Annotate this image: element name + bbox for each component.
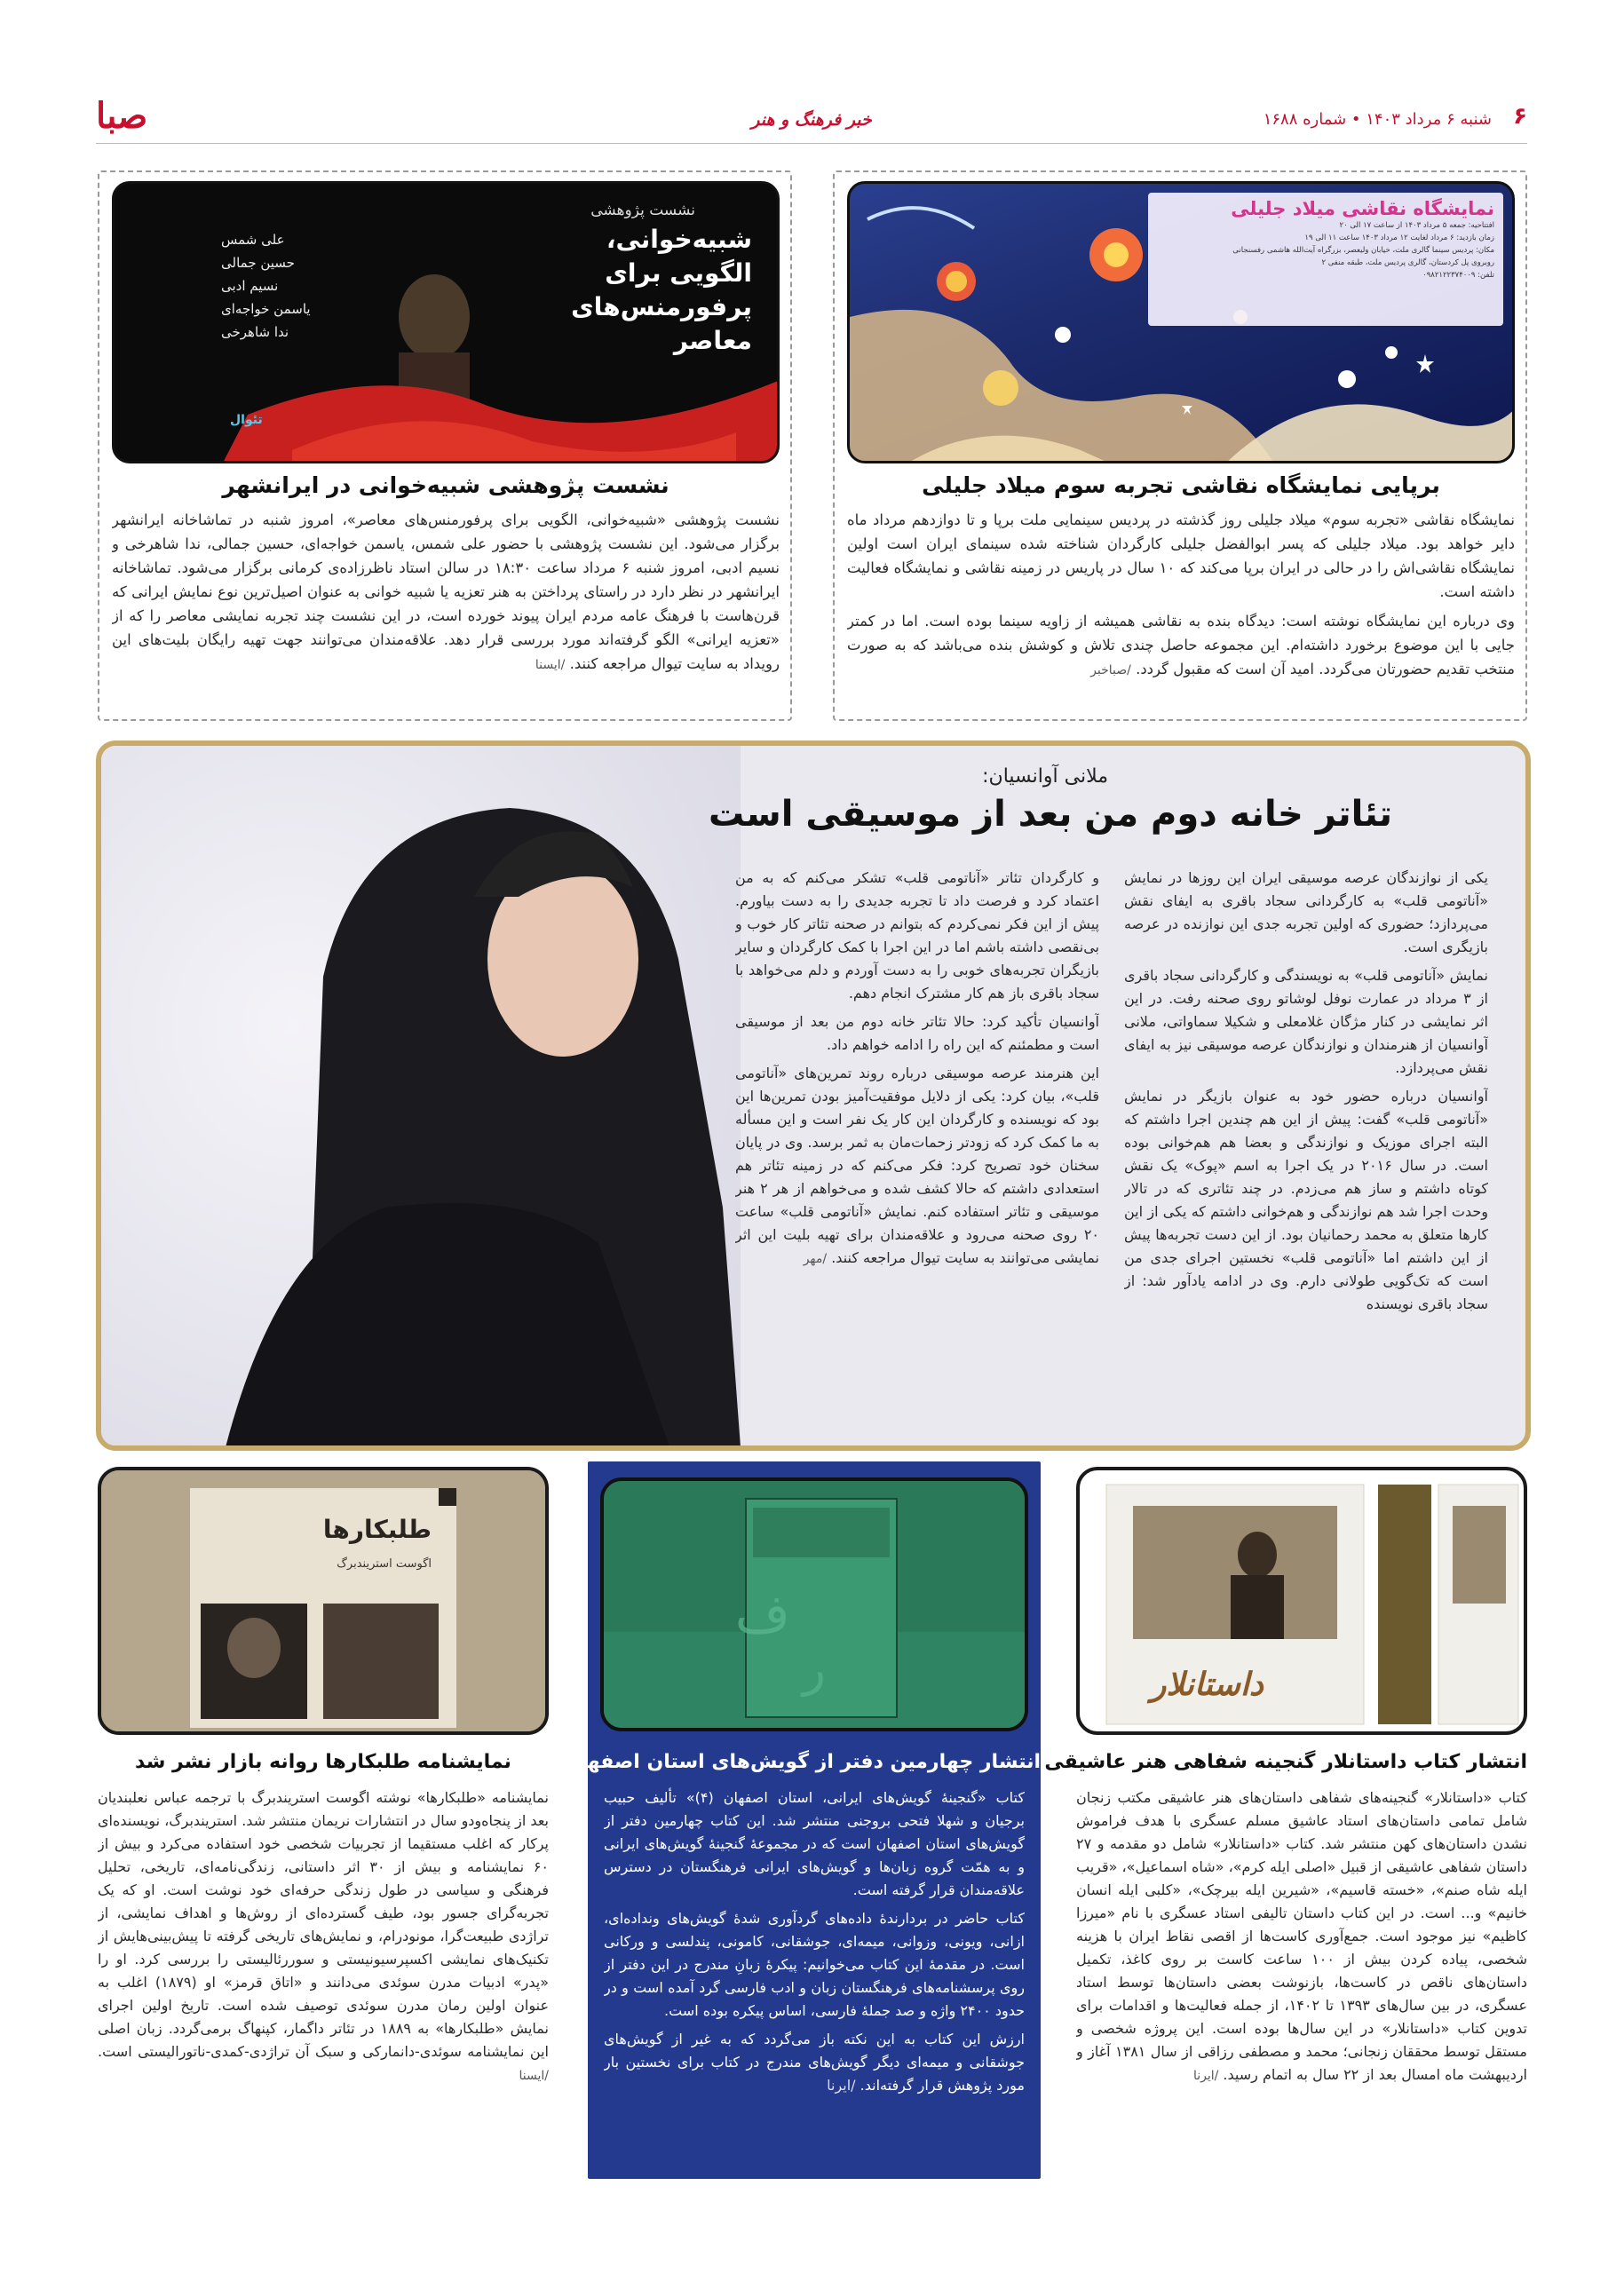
dialects-cover-frame bbox=[600, 1477, 1028, 1731]
newspaper-logo: صبا bbox=[96, 95, 148, 137]
paragraph: ارزش این کتاب به این نکته باز می‌گردد که به غیر از گویش‌های جوشقانی و میمه‌ای دیگر گویش‌های مندرج در کتاب برای نخستین بار مورد پژوهش قرار گرفته‌اند. /ایرنا bbox=[604, 2031, 1025, 2094]
paragraph: آوانسیان درباره حضور خود به عنوان بازیگر در نمایش «آناتومی قلب» گفت: پیش از این هم چندین اجرا داشتم که البته اجرای موزیک و نوازندگی و بعضا هم هم‌خوانی بوده است. در سال ۲۰۱۶ در یک اجرا به اسم «پوک» یک نقش کوتاه داشتم و ساز هم می‌زدم. در چند تئاتری که در تالار وحدت اجرا شد هم نوازندگی و هم‌خوانی داشتم که یکی از این کارها متعلق به محمد رحمانیان بود. از این دست تجربه‌ها پیش از این داشتم اما «آناتومی قلب» نخستین اجرای جدی من است که تک‌گویی طولانی دارم. وی در ادامه یادآور شد: از سجاد باقری نویسنده bbox=[1124, 1088, 1488, 1312]
poster-name: حسین جمالی bbox=[221, 255, 295, 271]
poster-kicker: نشست پژوهشی bbox=[590, 202, 695, 219]
article-source: /ایرنا bbox=[827, 2077, 856, 2094]
talk-poster bbox=[112, 181, 780, 463]
paragraph: نمایشنامه «طلبکارها» نوشته اگوست استریندبرگ با ترجمه عباس نعلبندیان بعد از پنجاه‌ودو سال در انتشارات نریمان منتشر شد. استریندبرگ، نویسنده‌ای پرکار که اغلب مستقیما از تجربیات شخصی خود استفاده می‌کرد و بیش از ۶۰ نمایشنامه و بیش از ۳۰ اثر داستانی، زندگی‌نامه‌ای، تاریخی، تحلیل فرهنگی و سیاسی در طول زندگی حرفه‌ای خود نوشت است. او که یک تجربه‌گرای جسور بود، طیف گسترده‌ای از روش‌ها و اهداف نمایشی، از تراژدی طبیعت‌گرا، مونودرام، و نمایش‌های تاریخی گرفته تا پیش‌بینی‌هایش از تکنیک‌های نمایشی اکسپرسیونیستی و سوررئالیستی را بررسی کرد. او را «پدر» ادبیات مدرن سوئدی می‌دانند و «اتاق قرمز» او (۱۸۷۹) اغلب به عنوان اولین رمان مدرن سوئدی توصیف شده است. تاریخ اولین اجرای نمایش «طلبکارها» به ۱۸۸۹ در تئاتر داگمار، کپنهاگ برمی‌گردد. زبان اصلی این نمایشنامه سوئدی-دانمارکی و سبک آن تراژدی-کمدی-ناتورالیستی است. /ایسنا bbox=[98, 1789, 549, 2083]
article-body bbox=[1076, 1786, 1527, 2177]
interview-feature bbox=[96, 741, 1531, 1451]
book-cover-author: اگوست استریندبرگ bbox=[337, 1557, 432, 1571]
dialects-article bbox=[563, 1461, 1041, 2179]
article-title: نشست پژوهشی شبیه‌خوانی در ایرانشهر bbox=[222, 472, 669, 498]
paragraph: یکی از نوازندگان عرصه موسیقی ایران این روزها در نمایش «آناتومی قلب» به کارگردانی سجاد باقری به ایفای نقش می‌پردازد؛ حضوری که اولین تجربه جدی این نوازنده در عرصه بازیگری است. bbox=[1124, 869, 1488, 955]
issue-info: شنبه ۶ مرداد ۱۴۰۳ • شماره ۱۶۸۸ bbox=[1263, 110, 1492, 129]
article-title: انتشار چهارمین دفتر از گویش‌های استان اصفهان bbox=[563, 1751, 1041, 1773]
interview-kicker: ملانی آوانسیان: bbox=[982, 765, 1108, 788]
paragraph: نمایشگاه نقاشی «تجربه سوم» میلاد جلیلی روز گذشته در پردیس سینمایی ملت برپا و تا دوازدهم مرداد ماه دایر خواهد بود. میلاد جلیلی که پسر ابوالفضل جلیلی کارگردان شناخته شده سینمای ایران است اولین نمایشگاه نقاشی‌اش را در حالی در ایران برپا می‌کند که ۱۰ سال در پاریس در زمینه نقاشی و نمایشگاه فعالیت داشته است. bbox=[847, 511, 1515, 600]
paragraph: آوانسیان تأکید کرد: حالا تئاتر خانه دوم من بعد از موسیقی است و مطمئنم که این راه را ادامه خواهم داد. bbox=[735, 1013, 1099, 1053]
interview-column-left bbox=[735, 867, 1099, 1426]
paragraph: کتاب «گنجینهٔ گویش‌های ایرانی، استان اصفهان (۴)» تألیف حبیب برجیان و شهلا فتحی بروجنی منتشر شد. این کتاب چهارمین دفتر از گویش‌های استان اصفهان است که در مجموعهٔ گنجینهٔ گویش‌های ایرانی و به همّت گروه زبان‌ها و گویش‌های ایرانی فرهنگستان در دسترس علاقه‌مندان قرار گرفته است. bbox=[604, 1789, 1025, 1898]
poster-line: افتتاحیه: جمعه ۵ مرداد ۱۴۰۳ از ساعت ۱۷ الی ۲۰ bbox=[1339, 221, 1494, 230]
book-cover bbox=[1080, 1470, 1527, 1735]
article-source: /صباخبر bbox=[1090, 663, 1131, 677]
interview-column-right bbox=[1124, 867, 1488, 1426]
musician-photo bbox=[101, 746, 741, 1447]
book-cover-title: داستانلار bbox=[1151, 1666, 1264, 1703]
paragraph: کتاب حاضر در بردارندهٔ داده‌های گردآوری شدهٔ گویش‌های ونداده‌ای، ازانی، ویونی، وزوانی، میمه‌ای، جوشقانی، کامونی، پندلسی و ورکانی است. در مقدمهٔ این کتاب می‌خوانیم: پیکرهٔ زبانِ مندرج در این دفتر از روی پرسشنامه‌های فرهنگستان زبان و ادب فارسی گرد آمده است و در حدود ۲۴۰۰ واژه و صد جملهٔ فارسی، اساس پیکره بوده است. bbox=[604, 1910, 1025, 2019]
svg-text:ف: ف bbox=[734, 1583, 790, 1645]
article-source: /ایسنا bbox=[519, 2069, 549, 2083]
poster-name: نسیم ادبی bbox=[221, 278, 279, 294]
article-body bbox=[112, 508, 780, 714]
article-title: برپایی نمایشگاه نقاشی تجربه سوم میلاد جلیلی bbox=[922, 472, 1440, 498]
article-title: نمایشنامه طلبکارها روانه بازار نشر شد bbox=[135, 1751, 511, 1773]
interview-headline: تئاتر خانه دوم من بعد از موسیقی است bbox=[709, 794, 1392, 835]
book-cover-title: طلبکارها bbox=[322, 1515, 432, 1544]
article-body bbox=[604, 1786, 1025, 2168]
paragraph: این هنرمند عرصه موسیقی درباره روند تمرین‌های «آناتومی قلب»، بیان کرد: یکی از دلایل موفقیت‌آمیز بودن تمرین‌ها این بود که نویسنده و کارگردان این کار یک نفر است و این مسأله به ما کمک کرد که زودتر زحمات‌مان به ثمر برسد. وی در پایان سخنان خود تصریح کرد: فکر می‌کنم که در زمینه تئاتر هم استعدادی داشتم که حالا کشف شده و می‌خواهم از هر ۲ هنر موسیقی و تئاتر استفاده کنم. نمایش «آناتومی قلب» ساعت ۲۰ روی صحنه می‌رود و علاقه‌مندان برای تهیه بلیت این اثر نمایشی می‌توانند به سایت تیوال مراجعه کنند. /مهر bbox=[735, 1065, 1099, 1266]
article-source: /ایرنا bbox=[1192, 2069, 1219, 2083]
article-body bbox=[98, 1786, 549, 2177]
article-body bbox=[847, 508, 1515, 714]
creditors-cover-frame bbox=[98, 1467, 549, 1735]
page-header bbox=[96, 95, 1527, 144]
exhibition-poster bbox=[847, 181, 1515, 463]
svg-text:ر: ر bbox=[802, 1641, 826, 1697]
creditors-article bbox=[98, 1467, 549, 2177]
poster-name: ندا شاهرخی bbox=[221, 324, 289, 340]
poster-line: زمان بازدید: ۶ مرداد لغایت ۱۲ مرداد ۱۴۰۳ ساعت ۱۱ الی ۱۹ bbox=[1304, 234, 1494, 242]
poster-line: تلفن: ۰۹۸۲۱۲۲۳۷۴۰۰۹ bbox=[1422, 271, 1494, 280]
book-cover bbox=[101, 1470, 549, 1735]
paragraph: کتاب «داستانلار» گنجینه‌های شفاهی داستان‌های هنر عاشیقی مکتب زنجان شامل تمامی داستان‌های استاد عاشیق مسلم عسگری با هدف فراموش نشدن داستان‌های کهن منتشر شد. کتاب «داستانلار» شامل دو مقدمه و ۲۷ داستان شفاهی عاشیقی از قبیل «اصلی ایله کرم»، «شاه اسماعیل»، «قریب ایله شاه صنم»، «خسته قاسیم»، «شیرین ایله بیرچک»، «کلبی ایله انسان خانیم» و... است. در این کتاب داستان تالیفی استاد عسگری با نام «میرزا کاظیم» نیز موجود است. جمع‌آوری کاست‌ها از اقصی نقاط ایران با هزینه شخصی، پیاده کردن بیش از ۱۰۰ ساعت کاست بر روی کاغذ، تکمیل داستان‌های ناقص در کاست‌ها، بازنوشت بعضی داستان‌ها توسط استاد عسگری، در بین سال‌های ۱۳۹۳ تا ۱۴۰۲، از جمله فعالیت‌ها و اقدامات برای تدوین کتاب «داستانلار» در این سال‌ها بوده است. این پروژه شخصی و مستقل توسط محققان زنجانی؛ محمد و مصطفی رزاقی از سال ۱۳۸۱ آغاز و اردیبهشت ماه امسال بعد از ۲۲ سال به اتمام رسید. /ایرنا bbox=[1076, 1789, 1527, 2083]
page-number: ۶ bbox=[1513, 103, 1527, 130]
dastanlar-cover-frame bbox=[1076, 1467, 1527, 1735]
poster-name: علی شمس bbox=[221, 232, 285, 248]
article-source: /ایسنا bbox=[535, 658, 566, 672]
poster-line: روبروی پل کردستان، گالری پردیس ملت، طبقه منفی ۲ bbox=[1321, 258, 1494, 267]
exhibition-article bbox=[833, 170, 1527, 721]
paragraph: نشست پژوهشی «شبیه‌خوانی، الگویی برای پرفورمنس‌های معاصر»، امروز شنبه در تماشاخانه ایرانشهر برگزار می‌شود. این نشست پژوهشی با حضور علی شمس، یاسمن خواجه‌ای، حسین جمالی، ندا شاهرخی و نسیم ادبی، امروز شنبه ۶ مرداد ساعت ۱۸:۳۰ در سالن استاد ناظرزاده‌ی کرمانی برگزار می‌شود. تماشاخانه ایرانشهر در نظر دارد در راستای پرداختن به هنر تعزیه یا شبیه خوانی به عنوان اصیل‌ترین نوع نمایش ایرانی که قرن‌هاست با فرهنگ عامه مردم ایران پیوند خورده است، در این نشست چند تجربه نمایشی معاصر را که از «تعزیه ایرانی» الگو گرفته‌اند مورد بررسی قرار دهد. علاقه‌مندان می‌توانند جهت تهیه رایگان بلیت‌های این رویداد به سایت تیوال مراجعه کنند. /ایسنا bbox=[112, 511, 780, 672]
paragraph: نمایش «آناتومی قلب» به نویسندگی و کارگردانی سجاد باقری از ۳ مرداد در عمارت نوفل لوشاتو روی صحنه رفت. در این اثر نمایشی در کنار مژگان غلامعلی و شکیلا سماواتی، ملانی آوانسیان از هنرمندان و نوازندگان عرصه موسیقی نیز به ایفای نقش می‌پردازد. bbox=[1124, 967, 1488, 1076]
section-title: خبر فرهنگ و هنر bbox=[751, 110, 872, 130]
poster-brand: تئوال bbox=[230, 413, 263, 427]
article-title: انتشار کتاب داستانلار گنجینه شفاهی هنر عاشیقی bbox=[1044, 1751, 1527, 1773]
poster-line: مکان: پردیس سینما گالری ملت، خیابان ولیعصر، بزرگراه آیت‌الله هاشمی رفسنجانی bbox=[1232, 246, 1494, 255]
talk-article bbox=[98, 170, 792, 721]
poster-names bbox=[221, 228, 345, 344]
poster-title: شبیه‌خوانی، الگویی برای پرفورمنس‌های معاصر bbox=[571, 225, 752, 355]
article-source: /مهر bbox=[803, 1252, 828, 1266]
paragraph: وی درباره این نمایشگاه نوشته است: دیدگاه بنده به نقاشی همیشه از زاویه سینما بوده است. اما در کمتر جایی با این موضوع برخورد داشته‌ام. این مجموعه حاصل چندی تلاش و کوشش بنده می‌باشد که به صورت منتخب تقدیم حضورتان می‌گردد. امید آن است که مقبول گردد. /صباخبر bbox=[847, 613, 1515, 677]
paragraph: و کارگردان تئاتر «آناتومی قلب» تشکر می‌کنم که به من اعتماد کرد و فرصت داد تا تجربه جدیدی را به دست بیاورم. پیش از این فکر نمی‌کردم که بتوانم در صحنه تئاتر کار خوب و بی‌نقصی داشته باشم اما در این اجرا با کمک کارگردان و سایر بازیگران تجربه‌های خوبی را به دست آوردم و دلم می‌خواهد با سجاد باقری باز هم کار مشترک انجام دهم. bbox=[735, 869, 1099, 1002]
poster-name: یاسمن خواجه‌ای bbox=[221, 301, 311, 317]
dastanlar-article bbox=[1044, 1467, 1527, 2177]
poster-title: نمایشگاه نقاشی میلاد جلیلی bbox=[1231, 198, 1494, 219]
exhibition-info-panel bbox=[1148, 193, 1503, 326]
book-cover bbox=[604, 1481, 1028, 1731]
